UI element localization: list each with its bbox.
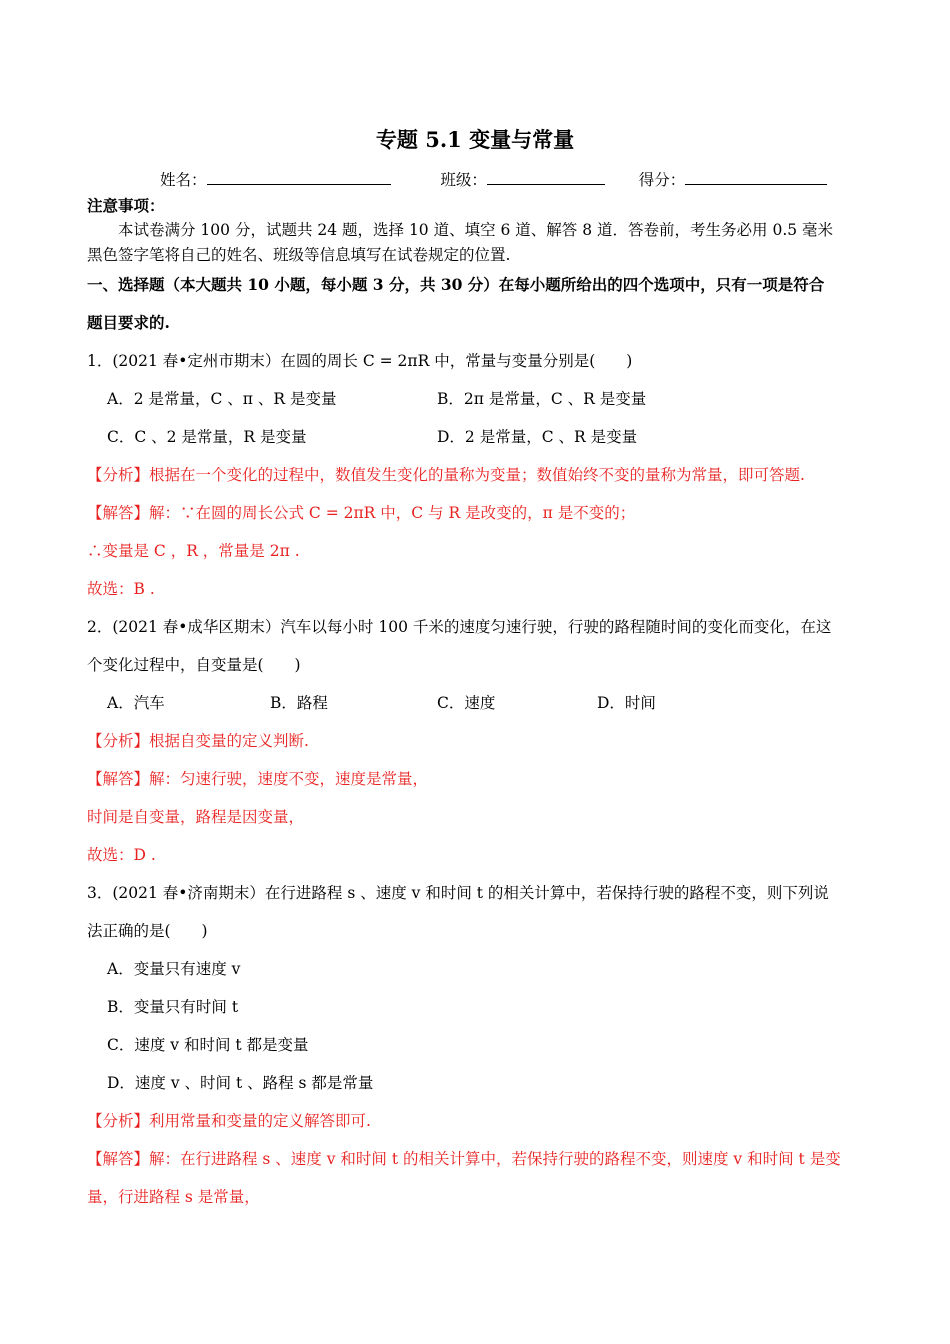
page-title: 专题 5.1 变量与常量 [375, 127, 575, 152]
q1-analysis: 【分析】根据在一个变化的过程中，数值发生变化的量称为变量；数值始终不变的量称为常量，即可答题. [87, 466, 805, 484]
q1-option-a: A．2 是常量，C 、π 、R 是变量 [107, 390, 337, 408]
q3-option-b: B．变量只有时间 t [107, 998, 239, 1016]
q2-stem-line-1: 2．(2021 春•成华区期末）汽车以每小时 100 千米的速度匀速行驶，行驶的路程随时间的变化而变化，在这 [87, 618, 832, 636]
name-label: 姓名： [160, 171, 207, 189]
q3-option-d: D．速度 v 、时间 t 、路程 s 都是常量 [107, 1074, 374, 1092]
q1-option-c: C．C 、2 是常量，R 是变量 [107, 428, 307, 446]
q1-option-b: B．2π 是常量，C 、R 是变量 [437, 390, 647, 408]
q2-answer-line-2: 时间是自变量，路程是因变量， [87, 808, 305, 826]
score-label: 得分： [638, 171, 686, 189]
q1-answer-line-2: ∴变量是 C ，R ，常量是 2π . [87, 542, 300, 560]
q3-analysis: 【分析】利用常量和变量的定义解答即可. [87, 1112, 371, 1130]
name-blank[interactable] [207, 170, 391, 185]
class-blank[interactable] [487, 170, 605, 185]
q1-option-d: D．2 是常量，C 、R 是变量 [437, 428, 638, 446]
q1-answer-line-1: 【解答】解：∵在圆的周长公式 C = 2πR 中，C 与 R 是改变的，π 是不变的； [87, 504, 636, 522]
q2-option-d: D．时间 [597, 694, 656, 712]
student-info-row [160, 170, 827, 190]
q3-option-c: C．速度 v 和时间 t 都是变量 [107, 1036, 309, 1054]
q2-choice: 故选：D . [87, 846, 156, 864]
score-blank[interactable] [685, 170, 827, 185]
q2-option-c: C．速度 [437, 694, 496, 712]
q2-stem-line-2: 个变化过程中，自变量是( ) [87, 656, 301, 674]
q3-answer-line-1: 【解答】解：在行进路程 s 、速度 v 和时间 t 的相关计算中，若保持行驶的路程不变，则速度 v 和时间 t 是变 [87, 1150, 841, 1168]
class-label: 班级： [440, 171, 487, 189]
notice-line-2: 黑色签字笔将自己的姓名、班级等信息填写在试卷规定的位置. [87, 246, 511, 264]
q2-option-b: B．路程 [270, 694, 328, 712]
q2-option-a: A．汽车 [107, 694, 165, 712]
notice-heading: 注意事项： [87, 196, 165, 215]
q2-answer-line-1: 【解答】解：匀速行驶，速度不变，速度是常量， [87, 770, 429, 788]
q1-choice: 故选：B . [87, 580, 155, 598]
q3-stem-line-2: 法正确的是( ) [87, 922, 208, 940]
q3-answer-line-2: 量，行进路程 s 是常量， [87, 1188, 260, 1206]
section-1-line-1: 一、选择题（本大题共 10 小题，每小题 3 分，共 30 分）在每小题所给出的四个选项中，只有一项是符合 [87, 275, 825, 294]
q3-stem-line-1: 3．(2021 春•济南期末）在行进路程 s 、速度 v 和时间 t 的相关计算中，若保持行驶的路程不变，则下列说 [87, 884, 829, 902]
q2-analysis: 【分析】根据自变量的定义判断. [87, 732, 309, 750]
notice-line-1: 本试卷满分 100 分，试题共 24 题，选择 10 道、填空 6 道、解答 8 道．答卷前，考生务必用 0.5 毫米 [118, 221, 834, 239]
q3-option-a: A．变量只有速度 v [107, 960, 241, 978]
q1-stem: 1．(2021 春•定州市期末）在圆的周长 C = 2πR 中，常量与变量分别是( ) [87, 352, 633, 370]
section-1-line-2: 题目要求的. [87, 313, 170, 332]
